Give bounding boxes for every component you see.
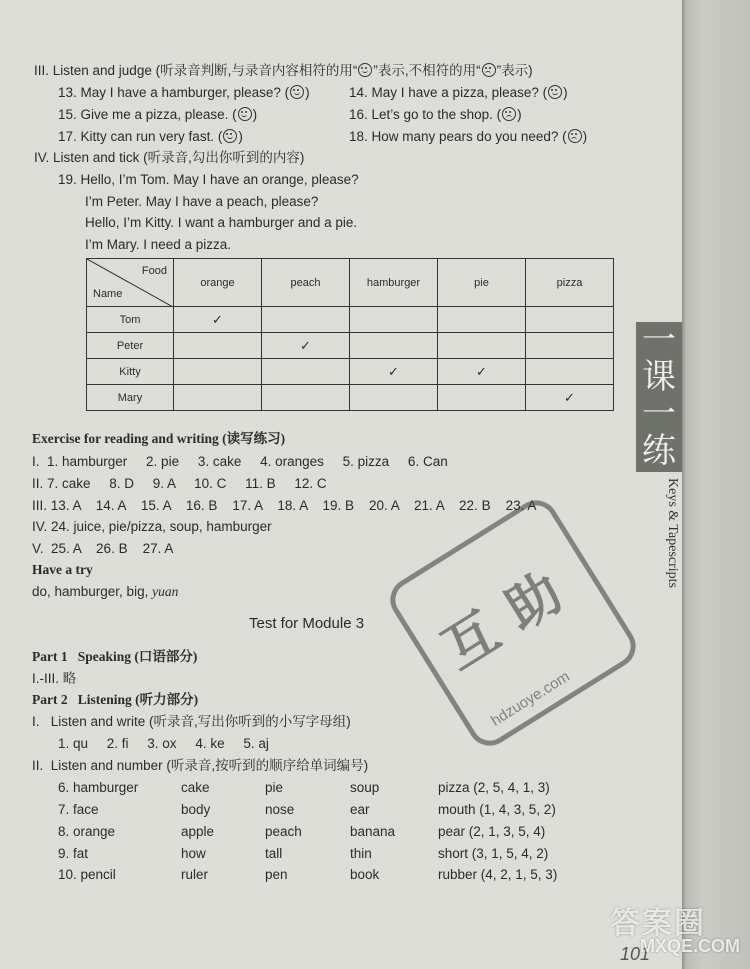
tick-cell [438, 385, 526, 411]
tick-table [86, 258, 614, 411]
tick-line-4: I’m Mary. I need a pizza. [85, 237, 232, 252]
tick-cell [526, 359, 614, 385]
row-name: Mary [87, 385, 174, 411]
tick-cell: ✓ [438, 359, 526, 385]
part-2-title: Part 2 Listening (听力部分) [32, 692, 199, 707]
tick-cell [350, 307, 438, 333]
judge-item-14: 14. May I have a pizza, please? ( ) [349, 85, 568, 100]
number-row-6d: soup [350, 780, 380, 795]
tick-cell: ✓ [526, 385, 614, 411]
watermark-stamp [382, 492, 644, 754]
have-a-try-line: do, hamburger, big, yuan [32, 584, 179, 599]
row-name: Tom [87, 307, 174, 333]
tick-cell [174, 359, 262, 385]
tick-cell [526, 333, 614, 359]
listen-number-title: II. Listen and number (听录音,按听到的顺序给单词编号) [32, 758, 369, 773]
tick-line-3: Hello, I’m Kitty. I want a hamburger and a pie. [85, 215, 358, 230]
smile-face-icon [290, 85, 304, 99]
number-row-7e: mouth (1, 4, 3, 5, 2) [438, 802, 556, 817]
exercise-line-5: V. 25. A 26. B 27. A [32, 541, 174, 556]
tick-cell [526, 307, 614, 333]
number-row-6a: 6. hamburger [58, 780, 139, 795]
smile-face-icon [238, 107, 252, 121]
side-text: Keys & Tapescripts [665, 478, 680, 588]
number-row-8a: 8. orange [58, 824, 116, 839]
table-row [87, 359, 614, 385]
tick-cell [174, 333, 262, 359]
number-row-8b: apple [181, 824, 215, 839]
tick-cell: ✓ [174, 307, 262, 333]
smile-face-icon [358, 63, 372, 77]
tick-cell [438, 333, 526, 359]
tick-cell: ✓ [262, 333, 350, 359]
row-name: Peter [87, 333, 174, 359]
number-row-6c: pie [265, 780, 284, 795]
site-watermark-url: MXQE.COM [640, 936, 741, 956]
number-row-9b: how [181, 846, 206, 861]
stamp-url: hdzuoye.com [488, 667, 573, 730]
smile-face-icon [223, 129, 237, 143]
side-tab: 一课一练 [636, 322, 682, 472]
judge-item-18: 18. How many pears do you need? ( ) [349, 129, 588, 144]
number-row-9c: tall [265, 846, 283, 861]
number-row-10c: pen [265, 867, 288, 882]
number-row-7b: body [181, 802, 211, 817]
test-title: Test for Module 3 [249, 615, 365, 632]
judge-item-16: 16. Let’s go to the shop. ( ) [349, 107, 522, 122]
number-row-9e: short (3, 1, 5, 4, 2) [438, 846, 549, 861]
number-row-7c: nose [265, 802, 295, 817]
stamp-char-1: 互 [430, 598, 511, 682]
number-row-9a: 9. fat [58, 846, 89, 861]
sad-face-icon [482, 63, 496, 77]
column-header: hamburger [350, 259, 438, 307]
exercise-line-3: III. 13. A 14. A 15. A 16. B 17. A 18. A 19. B 20. A 21. A 22. B 23. A [32, 498, 537, 513]
table-corner-cell [87, 259, 174, 307]
tick-cell [350, 333, 438, 359]
number-row-10e: rubber (4, 2, 1, 5, 3) [438, 867, 558, 882]
column-header: pizza [526, 259, 614, 307]
number-row-8e: pear (2, 1, 3, 5, 4) [438, 824, 546, 839]
exercise-line-1: I. 1. hamburger 2. pie 3. cake 4. oranges 5. pizza 6. Can [32, 454, 448, 469]
judge-item-17: 17. Kitty can run very fast. ( ) [58, 129, 243, 144]
section-3-title: III. Listen and judge (听录音判断,与录音内容相符的用“ ”表示,不相符的用“ ”表示) [34, 63, 533, 78]
exercise-line-4: IV. 24. juice, pie/pizza, soup, hamburger [32, 519, 272, 534]
number-row-7d: ear [350, 802, 370, 817]
row-name: Kitty [87, 359, 174, 385]
tick-cell [262, 359, 350, 385]
site-watermark: 答案圈 [610, 906, 706, 941]
number-row-9d: thin [350, 846, 372, 861]
tick-cell [350, 385, 438, 411]
judge-item-13: 13. May I have a hamburger, please? ( ) [58, 85, 310, 100]
table-row [87, 307, 614, 333]
page-number: 101 [620, 944, 651, 964]
tick-cell [262, 385, 350, 411]
stamp-char-2: 助 [493, 559, 574, 643]
number-row-7a: 7. face [58, 802, 99, 817]
exercise-title: Exercise for reading and writing (读写练习) [32, 431, 286, 446]
column-header: pie [438, 259, 526, 307]
table-header-row [87, 259, 614, 307]
letters-line: 1. qu 2. fi 3. ox 4. ke 5. aj [58, 736, 269, 751]
column-header: orange [174, 259, 262, 307]
sad-face-icon [568, 129, 582, 143]
section-4-title: IV. Listen and tick (听录音,勾出你听到的内容) [34, 150, 305, 165]
tick-line-1: 19. Hello, I’m Tom. May I have an orange, please? [58, 172, 359, 187]
sad-face-icon [502, 107, 516, 121]
column-header: peach [262, 259, 350, 307]
number-row-8c: peach [265, 824, 302, 839]
tick-cell [174, 385, 262, 411]
part-1-title: Part 1 Speaking (口语部分) [32, 649, 198, 664]
part-1-line: I.-III. 略 [32, 671, 77, 686]
page-edge [682, 0, 750, 969]
exercise-line-2: II. 7. cake 8. D 9. A 10. C 11. B 12. C [32, 476, 327, 491]
number-row-6b: cake [181, 780, 210, 795]
listen-write-title: I. Listen and write (听录音,写出你听到的小写字母组) [32, 714, 351, 729]
tick-cell: ✓ [350, 359, 438, 385]
judge-item-15: 15. Give me a pizza, please. ( ) [58, 107, 258, 122]
have-a-try-title: Have a try [32, 562, 93, 577]
table-row [87, 385, 614, 411]
name-label: Name [93, 288, 123, 300]
tick-cell [262, 307, 350, 333]
number-row-10a: 10. pencil [58, 867, 116, 882]
tick-line-2: I’m Peter. May I have a peach, please? [85, 194, 319, 209]
table-row [87, 333, 614, 359]
food-label: Food [141, 265, 167, 277]
number-row-10b: ruler [181, 867, 209, 882]
number-row-6e: pizza (2, 5, 4, 1, 3) [438, 780, 550, 795]
number-row-10d: book [350, 867, 380, 882]
smile-face-icon [548, 85, 562, 99]
number-row-8d: banana [350, 824, 396, 839]
tick-cell [438, 307, 526, 333]
